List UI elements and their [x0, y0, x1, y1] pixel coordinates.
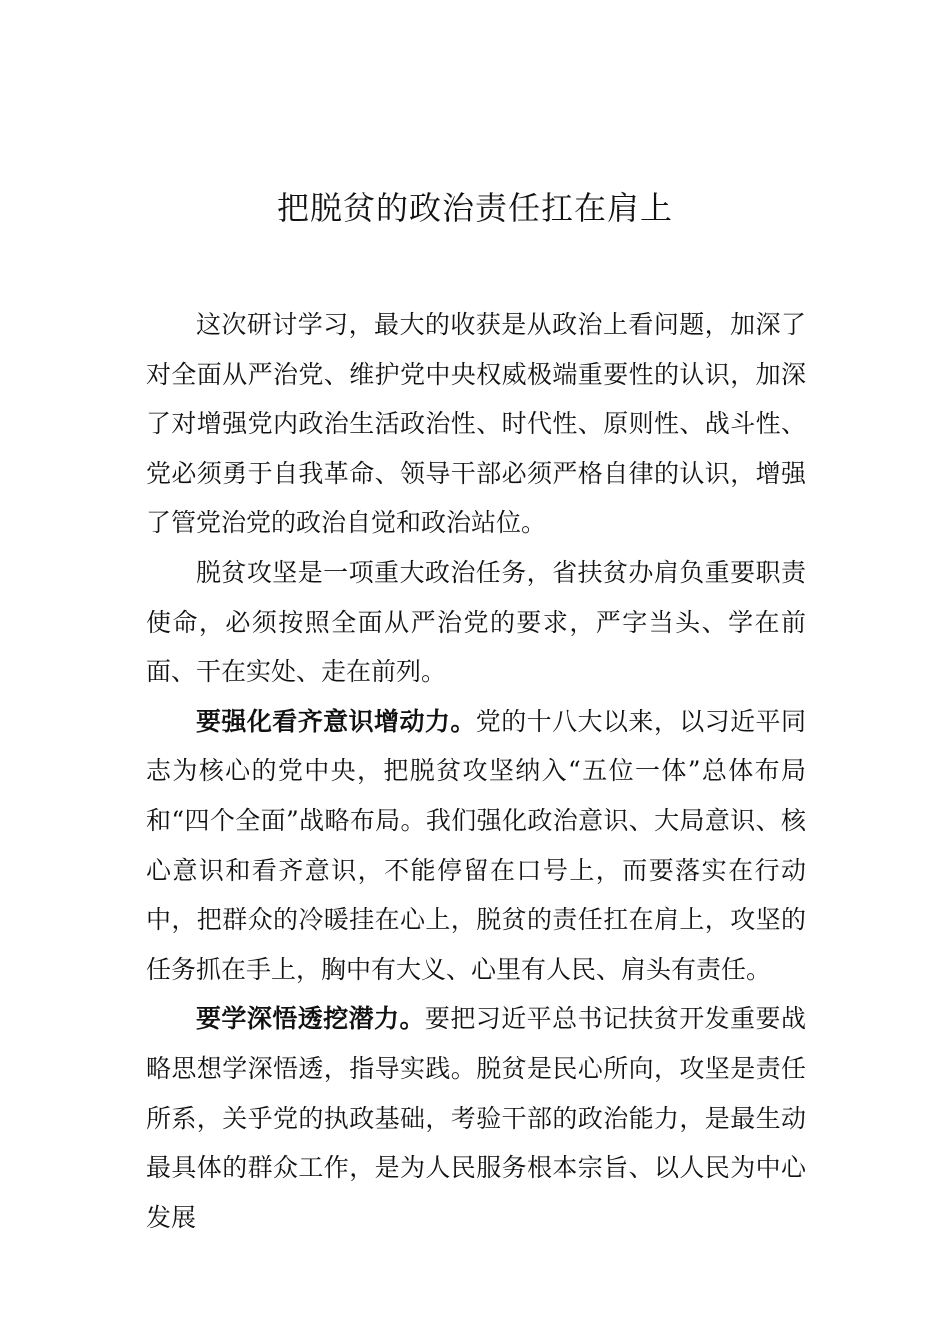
paragraph-2: [146, 548, 806, 697]
paragraph-lead: 要学深悟透挖潜力。: [196, 1004, 425, 1034]
paragraph-text: 要把习近平总书记扶贫开发重要战略思想学深悟透，指导实践。脱贫是民心所向，攻坚是责任所系，关乎党的执政基础，考验干部的政治能力，是最生动最具体的群众工作，是为人民服务根本宗旨、以人民为中心发展: [146, 1004, 806, 1232]
paragraph-3: [146, 697, 806, 995]
paragraph-text: 脱贫攻坚是一项重大政治任务，省扶贫办肩负重要职责使命，必须按照全面从严治党的要求，严字当头、学在前面、干在实处、走在前列。: [146, 557, 806, 687]
paragraph-text: 党的十八大以来，以习近平同志为核心的党中央，把脱贫攻坚纳入“五位一体”总体布局和“四个全面”战略布局。我们强化政治意识、大局意识、核心意识和看齐意识，不能停留在口号上，而要落实在行动中，把群众的冷暖挂在心上，脱贫的责任扛在肩上，攻坚的任务抓在手上，胸中有大义、心里有人民、肩头有责任。: [146, 706, 806, 984]
paragraph-text: 这次研讨学习，最大的收获是从政治上看问题，加深了对全面从严治党、维护党中央权威极端重要性的认识，加深了对增强党内政治生活政治性、时代性、原则性、战斗性、党必须勇于自我革命、领导干部必须严格自律的认识，增强了管党治党的政治自觉和政治站位。: [146, 310, 806, 538]
paragraph-4: [146, 994, 806, 1242]
document-title: 把脱贫的政治责任扛在肩上: [276, 189, 673, 227]
paragraph-1: [146, 300, 806, 548]
document-body: [146, 300, 806, 1242]
paragraph-lead: 要强化看齐意识增动力。: [196, 706, 476, 736]
